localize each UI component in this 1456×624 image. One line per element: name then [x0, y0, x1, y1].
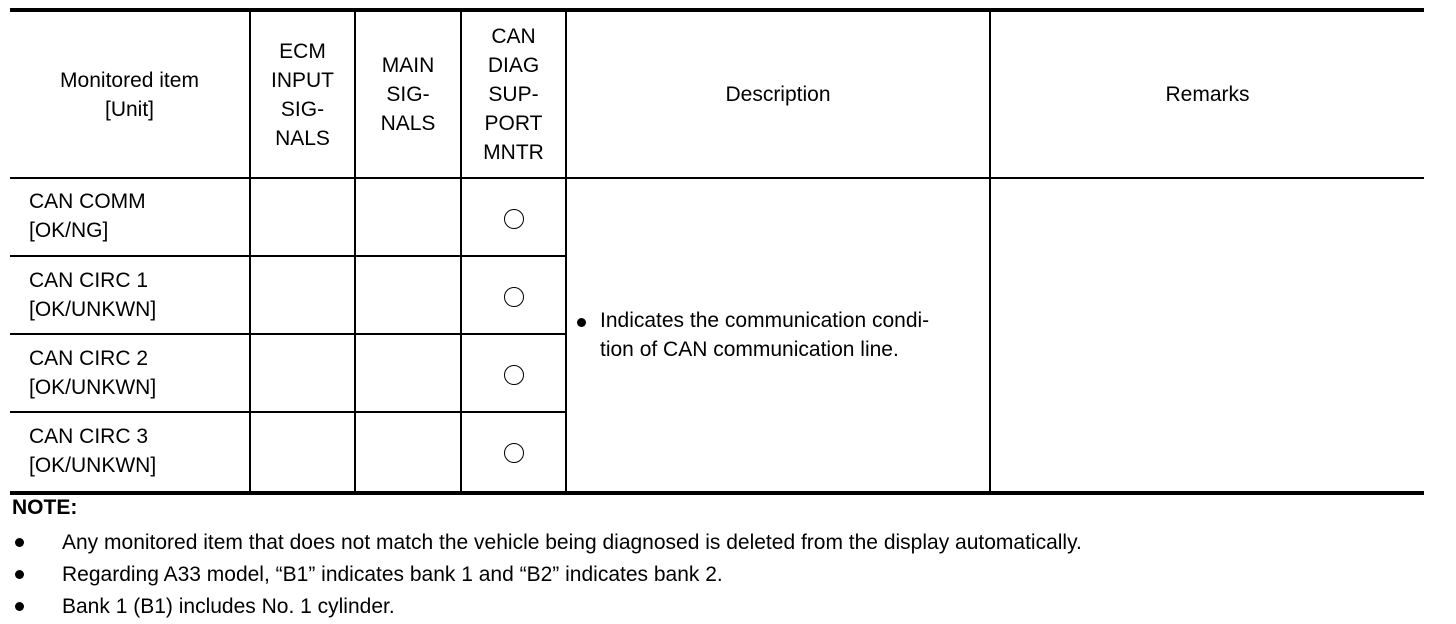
- bullet-icon: [15, 538, 24, 547]
- header-can-line-3: SUP-: [488, 83, 539, 106]
- item-unit: [OK/UNKWN]: [29, 454, 157, 477]
- header-ecm-input-signals: [251, 12, 354, 177]
- circle-mark-icon: [504, 209, 524, 229]
- header-ecm-line-3: SIG-: [280, 97, 325, 121]
- table-row-item-can-circ-1: [29, 266, 244, 324]
- circle-mark-icon: [504, 443, 524, 463]
- header-main-line-2: SIG-: [386, 83, 430, 106]
- table-row-item-can-comm: [29, 187, 244, 245]
- header-main-signals: [356, 12, 460, 177]
- header-can-line-5: MNTR: [483, 141, 544, 164]
- item-name: CAN CIRC 2: [29, 347, 149, 370]
- bullet-icon: [15, 570, 24, 579]
- description-line-2: tion of CAN communication line.: [600, 338, 899, 361]
- row-divider-2: [10, 333, 566, 335]
- note-title: NOTE:: [12, 496, 78, 519]
- header-ecm-line-4: NALS: [275, 126, 330, 150]
- table-row-item-can-circ-3: [29, 422, 244, 480]
- header-remarks: [991, 12, 1424, 177]
- header-monitored-item-label: Monitored item: [60, 68, 199, 92]
- header-description: [567, 12, 989, 177]
- header-can-diag-support-mntr: [462, 12, 565, 177]
- item-name: CAN COMM: [29, 190, 146, 213]
- row-divider-1: [10, 255, 566, 257]
- header-remarks-label: Remarks: [1165, 83, 1250, 106]
- note-item: Any monitored item that does not match the vehicle being diagnosed is deleted from the display automatically.: [62, 531, 1082, 554]
- circle-mark-icon: [504, 287, 524, 307]
- table-row-item-can-circ-2: [29, 344, 244, 402]
- header-ecm-line-2: INPUT: [271, 68, 334, 92]
- note-item: Bank 1 (B1) includes No. 1 cylinder.: [62, 595, 395, 618]
- item-name: CAN CIRC 3: [29, 425, 149, 448]
- header-can-line-4: PORT: [484, 112, 543, 135]
- header-can-line-1: CAN: [491, 25, 536, 48]
- header-unit-label: [Unit]: [104, 97, 154, 121]
- item-unit: [OK/NG]: [29, 219, 109, 242]
- header-main-line-1: MAIN: [381, 54, 435, 77]
- header-main-line-3: NALS: [380, 112, 436, 135]
- note-item: Regarding A33 model, “B1” indicates bank 1 and “B2” indicates bank 2.: [62, 563, 723, 586]
- header-monitored-item: [10, 12, 249, 177]
- item-unit: [OK/UNKWN]: [29, 298, 157, 321]
- header-description-label: Description: [725, 83, 831, 106]
- description-line-1: Indicates the communication condi-: [600, 309, 930, 332]
- item-unit: [OK/UNKWN]: [29, 376, 157, 399]
- header-ecm-line-1: ECM: [279, 39, 326, 63]
- bullet-icon: [15, 602, 24, 611]
- header-can-line-2: DIAG: [487, 54, 540, 77]
- item-name: CAN CIRC 1: [29, 269, 149, 292]
- row-divider-3: [10, 411, 566, 413]
- description-text: [600, 306, 1010, 364]
- header-bottom-border: [10, 177, 1424, 179]
- circle-mark-icon: [504, 365, 524, 385]
- table-bottom-border: [10, 491, 1424, 495]
- bullet-icon: [577, 318, 586, 327]
